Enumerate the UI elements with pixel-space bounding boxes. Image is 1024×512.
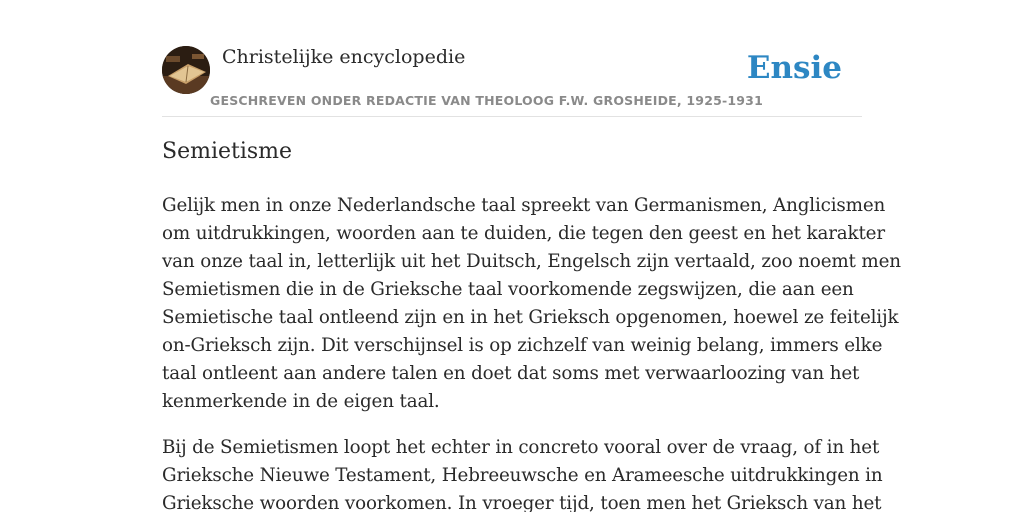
text-line: kenmerkende in de eigen taal.: [162, 391, 440, 412]
book-photo-icon: [162, 46, 210, 94]
text-line: Grieksche Nieuwe Testament, Hebreeuwsche en Arameesche uitdrukkingen in: [162, 465, 883, 486]
paragraph-2: [162, 434, 883, 512]
text-line: Grieksche woorden voorkomen. In vroeger tijd, toen men het Grieksch van het: [162, 493, 882, 512]
site-header: [162, 46, 862, 117]
site-subtitle: GESCHREVEN ONDER REDACTIE VAN THEOLOOG F.W. GROSHEIDE, 1925-1931: [210, 93, 763, 108]
brand-logo[interactable]: Ensie: [746, 50, 842, 86]
text-line: Semietische taal ontleend zijn en in het Grieksch opgenomen, hoewel ze feitelijk: [162, 307, 899, 328]
site-title[interactable]: Christelijke encyclopedie: [222, 46, 466, 68]
article-body: [162, 192, 901, 512]
paragraph-1: [162, 192, 901, 416]
text-line: Gelijk men in onze Nederlandsche taal spreekt van Germanismen, Anglicismen: [162, 195, 886, 216]
text-line: van onze taal in, letterlijk uit het Duitsch, Engelsch zijn vertaald, zoo noemt men: [162, 251, 901, 272]
avatar[interactable]: [162, 46, 210, 94]
text-line: on-Grieksch zijn. Dit verschijnsel is op zichzelf van weinig belang, immers elke: [162, 335, 883, 356]
page-title: Semietisme: [162, 139, 293, 164]
text-line: om uitdrukkingen, woorden aan te duiden, die tegen den geest en het karakter: [162, 223, 885, 244]
text-line: taal ontleent aan andere talen en doet dat soms met verwaarloozing van het: [162, 363, 860, 384]
text-line: Bij de Semietismen loopt het echter in concreto vooral over de vraag, of in het: [162, 437, 880, 458]
text-line: Semietismen die in de Grieksche taal voorkomende zegswijzen, die aan een: [162, 279, 854, 300]
